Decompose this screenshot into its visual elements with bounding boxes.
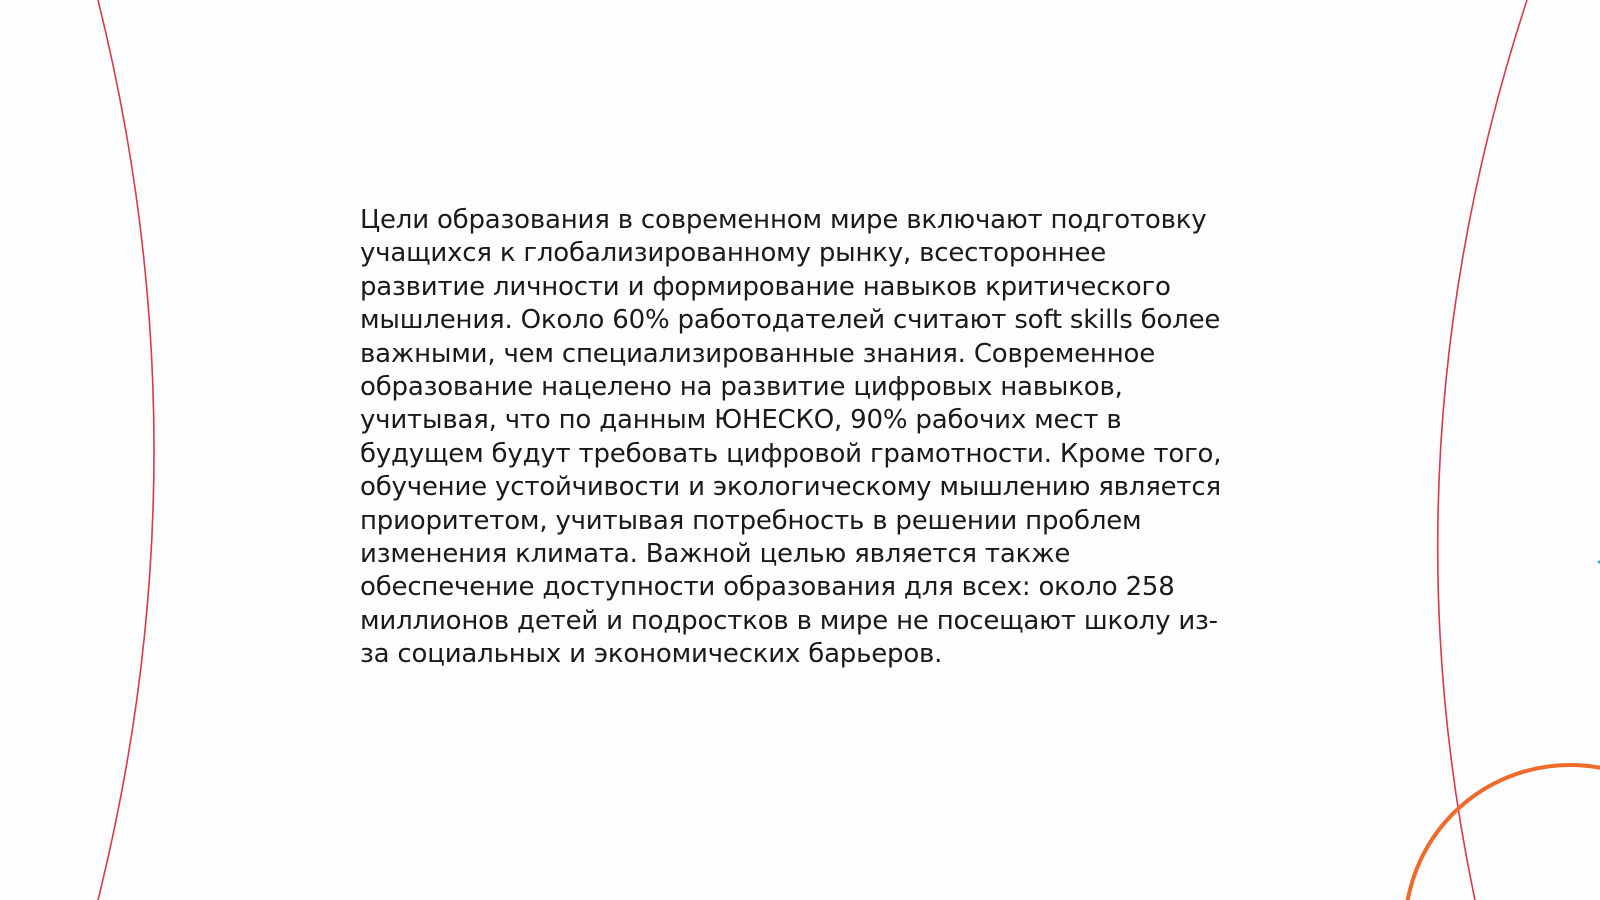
- paragraph-line-13: миллионов детей и подростков в мире не посещают школу из-: [360, 605, 1218, 636]
- right-curve-line: [1438, 0, 1527, 900]
- paragraph-line-3: развитие личности и формирование навыков критического: [360, 271, 1171, 302]
- orange-arc: [1405, 765, 1600, 900]
- paragraph-line-9: обучение устойчивости и экологическому мышлению является: [360, 472, 1221, 503]
- paragraph-line-6: образование нацелено на развитие цифровых навыков,: [360, 372, 1123, 403]
- paragraph-line-11: изменения климата. Важной целью является также: [360, 539, 1071, 570]
- paragraph-line-7: учитывая, что по данным ЮНЕСКО, 90% рабочих мест в: [360, 405, 1122, 436]
- body-paragraph: [360, 204, 1240, 672]
- paragraph-line-8: будущем будут требовать цифровой грамотности. Кроме того,: [360, 438, 1222, 469]
- paragraph-line-1: Цели образования в современном мире включают подготовку: [360, 205, 1207, 235]
- paragraph-line-10: приоритетом, учитывая потребность в решении проблем: [360, 505, 1142, 536]
- paragraph-line-12: обеспечение доступности образования для всех: около 258: [360, 572, 1175, 603]
- paragraph-line-4: мышления. Около 60% работодателей считают soft skills более: [360, 305, 1221, 336]
- paragraph-line-5: важными, чем специализированные знания. Современное: [360, 338, 1156, 369]
- paragraph-line-14: за социальных и экономических барьеров.: [360, 639, 943, 670]
- left-curve-line: [98, 0, 154, 900]
- paragraph-line-2: учащихся к глобализированному рынку, всестороннее: [360, 238, 1107, 269]
